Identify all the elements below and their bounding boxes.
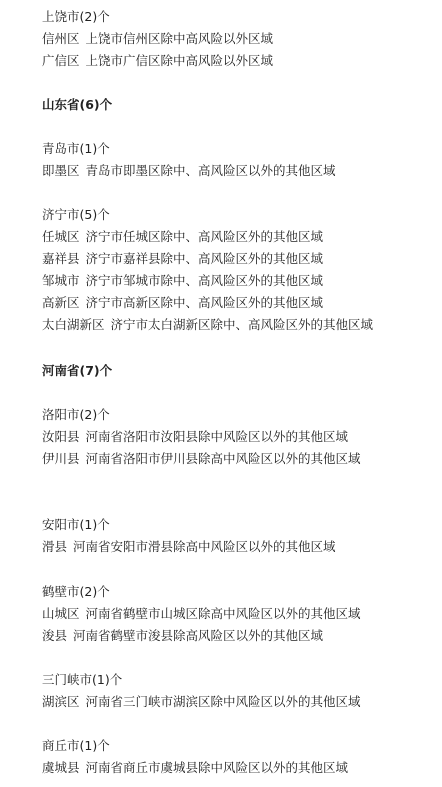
province-heading: 河南省(7)个 [42,363,113,378]
region-item [42,450,361,468]
region-description: 河南省洛阳市汝阳县除中风险区以外的其他区域 [85,429,349,444]
region-description: 济宁市嘉祥县除中、高风险区外的其他区域 [85,251,324,266]
region-item [42,52,273,70]
city-heading: 鹤壁市(2)个 [42,584,110,599]
region-item [42,316,373,334]
region-description: 河南省安阳市滑县除高中风险区以外的其他区域 [73,539,336,554]
district-name: 嘉祥县 [42,251,80,266]
region-description: 河南省三门峡市湖滨区除中风险区以外的其他区域 [85,694,361,709]
region-item [42,162,336,180]
region-description: 河南省鹤壁市浚县除高风险区以外的其他区域 [73,628,324,643]
region-description: 济宁市邹城市除中、高风险区外的其他区域 [85,273,324,288]
region-description: 济宁市太白湖新区除中、高风险区外的其他区域 [110,317,374,332]
city-heading: 青岛市(1)个 [42,141,110,156]
city-heading: 安阳市(1)个 [42,517,110,532]
district-name: 虞城县 [42,760,80,775]
city-heading: 商丘市(1)个 [42,738,110,753]
district-name: 太白湖新区 [42,317,105,332]
district-name: 信州区 [42,31,80,46]
district-name: 广信区 [42,53,80,68]
region-item [42,538,336,556]
city-heading: 三门峡市(1)个 [42,672,123,687]
region-description: 上饶市信州区除中高风险以外区域 [85,31,274,46]
region-item [42,30,273,48]
region-description: 河南省鹤壁市山城区除高中风险区以外的其他区域 [85,606,361,621]
district-name: 任城区 [42,229,80,244]
district-name: 山城区 [42,606,80,621]
district-name: 汝阳县 [42,429,80,444]
district-name: 滑县 [42,539,68,554]
region-description: 济宁市高新区除中、高风险区外的其他区域 [85,295,324,310]
district-name: 伊川县 [42,451,80,466]
district-name: 邹城市 [42,273,80,288]
city-heading: 济宁市(5)个 [42,207,110,222]
region-description: 济宁市任城区除中、高风险区外的其他区域 [85,229,324,244]
district-name: 即墨区 [42,163,80,178]
region-item [42,228,323,246]
region-item [42,294,323,312]
region-description: 河南省商丘市虞城县除中风险区以外的其他区域 [85,760,349,775]
region-description: 上饶市广信区除中高风险以外区域 [85,53,274,68]
region-item [42,627,323,645]
city-heading: 洛阳市(2)个 [42,407,110,422]
region-item [42,605,361,623]
region-description: 河南省洛阳市伊川县除高中风险区以外的其他区域 [85,451,361,466]
province-heading: 山东省(6)个 [42,97,113,112]
region-description: 青岛市即墨区除中、高风险区以外的其他区域 [85,163,336,178]
district-name: 浚县 [42,628,68,643]
district-name: 高新区 [42,295,80,310]
region-item [42,428,348,446]
region-item [42,250,323,268]
region-item [42,759,348,777]
region-item [42,693,361,711]
district-name: 湖滨区 [42,694,80,709]
city-heading: 上饶市(2)个 [42,9,110,24]
region-item [42,272,323,290]
